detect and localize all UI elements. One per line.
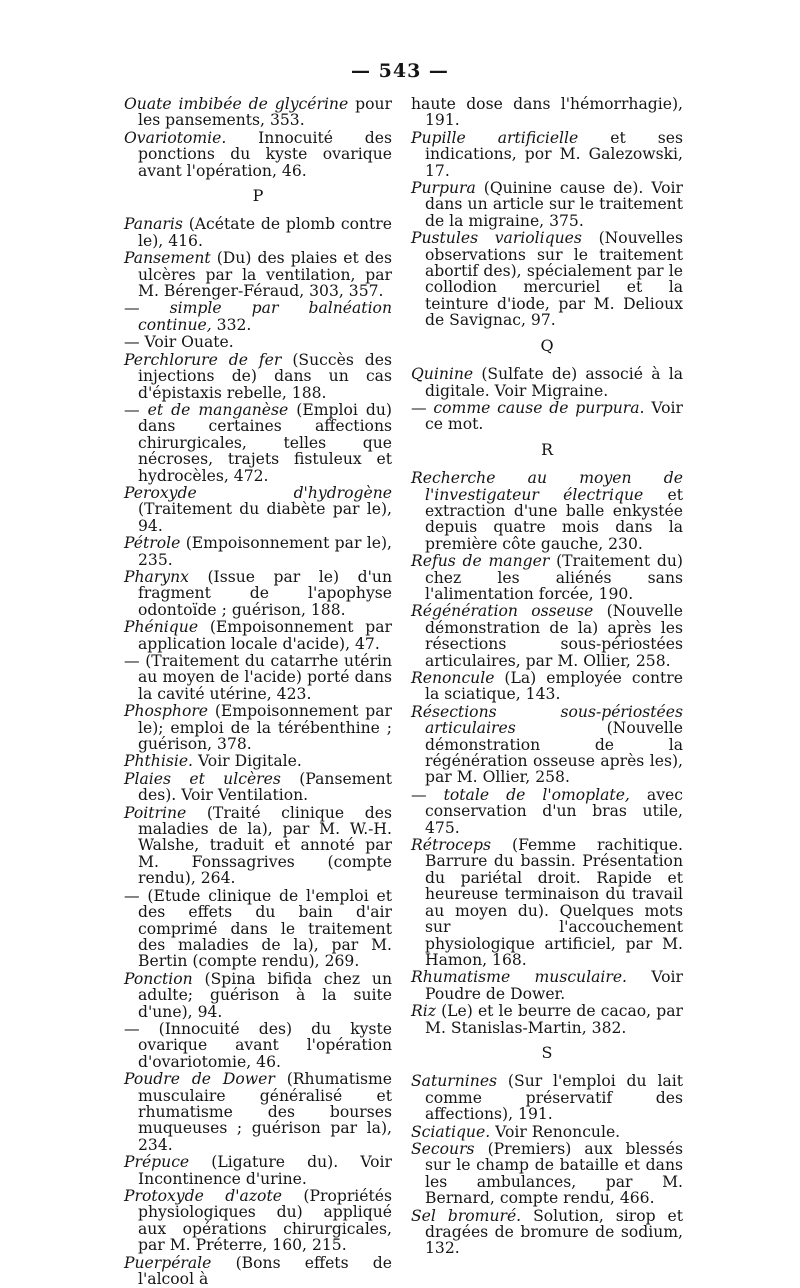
entry-heading: Refus de manger bbox=[411, 552, 550, 571]
index-entry bbox=[124, 300, 392, 333]
entry-heading: Recherche au moyen de l'investigateur électrique bbox=[411, 469, 683, 504]
index-entry bbox=[124, 888, 392, 970]
entry-text: (Ligature du). Voir Incontinence d'urine. bbox=[138, 1153, 392, 1188]
entry-text: (Du) des plaies et des ulcères par la ventilation, par M. Bérenger-Féraud, 303, 357. bbox=[138, 249, 392, 301]
entry-text: Solution, sirop et dragées de bromure de sodium, 132. bbox=[425, 1206, 683, 1258]
entry-text: (Empoisonnement par le); emploi de la térébenthine ; guérison, 378. bbox=[138, 702, 392, 754]
entry-text: (Pansement des). Voir Ventilation. bbox=[138, 769, 392, 805]
index-column-right bbox=[411, 96, 683, 1258]
entry-heading: Poudre de Dower bbox=[124, 1070, 275, 1089]
entry-heading: Puerpérale bbox=[124, 1253, 212, 1272]
index-entry bbox=[124, 485, 392, 534]
entry-text: haute dose dans l'hémorrhagie), 191. bbox=[411, 95, 683, 130]
entry-heading: Riz bbox=[411, 1002, 436, 1021]
entry-text: Voir Poudre de Dower. bbox=[425, 968, 683, 1003]
entry-text: — (Etude clinique de l'emploi et des effets du bain d'air comprimé dans le traitement des maladies de la), par M. Bertin (compte rendu), 269. bbox=[124, 886, 392, 971]
entry-text: (Empoisonnement par le), 235. bbox=[138, 534, 392, 569]
entry-heading: Prépuce bbox=[124, 1153, 190, 1172]
index-entry bbox=[411, 1141, 683, 1207]
entry-text: (Issue par le) d'un fragment de l'apophyse odontoïde ; guérison, 188. bbox=[138, 567, 392, 619]
entry-text: et ses indications, por M. Galezowski, 17. bbox=[425, 128, 683, 180]
index-entry bbox=[411, 603, 683, 669]
entry-text: (Quinine cause de). Voir dans un article sur le traitement de la migraine, 375. bbox=[425, 179, 683, 230]
entry-text: (Traitement du diabète par le), 94. bbox=[138, 500, 392, 535]
index-entry bbox=[411, 670, 683, 703]
entry-heading: Ovariotomie. bbox=[124, 128, 227, 147]
entry-text: — (Traitement du catarrhe utérin au moyen de l'acide) porté dans la cavité utérine, 423. bbox=[124, 652, 392, 703]
index-entry bbox=[411, 704, 683, 786]
entry-heading: Pétrole bbox=[124, 534, 181, 553]
section-letter: S bbox=[541, 1042, 553, 1062]
entry-text: (Emploi du) dans certaines affections chirurgicales, telles que nécroses, trajets fistuleux et hydrocèles, 472. bbox=[138, 400, 393, 485]
entry-heading: Rétroceps bbox=[411, 836, 492, 855]
entry-text: (Sur l'emploi du lait comme préservatif des affections), 191. bbox=[425, 1072, 683, 1124]
entry-heading: — comme cause de purpura. bbox=[411, 398, 645, 417]
entry-text: (Acétate de plomb contre le), 416. bbox=[138, 215, 392, 250]
entry-heading: Renoncule bbox=[411, 669, 495, 687]
entry-text: (Traitement du) chez les aliénés sans l'alimentation forcée, 190. bbox=[425, 552, 683, 603]
entry-heading: Poitrine bbox=[124, 803, 187, 822]
entry-heading: Sciatique. bbox=[411, 1122, 491, 1141]
index-entry bbox=[411, 470, 683, 552]
index-entry bbox=[124, 569, 392, 618]
entry-text: (Traité clinique des maladies de la), par M. W.-H. Walshe, traduit et annoté par M. Fonssagrives (compte rendu), 264. bbox=[138, 803, 392, 888]
entry-text: Innocuité des ponctions du kyste ovarique avant l'opération, 46. bbox=[138, 128, 392, 180]
entry-text: (Premiers) aux blessés sur le champ de bataille et dans les ambulances, par M. Bernard, compte rendu, 466. bbox=[425, 1139, 683, 1208]
index-entry bbox=[411, 1073, 683, 1122]
index-entry bbox=[411, 1124, 683, 1140]
entry-heading: Ouate imbibée de glycérine bbox=[124, 95, 349, 113]
entry-heading: — simple par balnéation continue, bbox=[124, 299, 392, 334]
entry-text: et extraction d'une balle enkystée depuis quatre mois dans la première côte gauche, 230. bbox=[425, 485, 684, 553]
entry-heading: Pupille artificielle bbox=[411, 128, 579, 147]
index-entry bbox=[124, 753, 392, 769]
index-entry bbox=[411, 1208, 683, 1257]
index-entry bbox=[124, 771, 392, 804]
index-entry bbox=[124, 96, 392, 129]
entry-text: (Nouvelle démonstration de la) après les résections sous-périostées articulaires, par M. Ollier, 258. bbox=[425, 602, 683, 670]
entry-heading: Phénique bbox=[124, 618, 199, 637]
entry-heading: Sel bromuré. bbox=[411, 1206, 522, 1225]
index-entry bbox=[411, 96, 683, 129]
index-entry bbox=[124, 1188, 392, 1254]
entry-text: (Le) et le beurre de cacao, par M. Stanislas-Martin, 382. bbox=[425, 1002, 683, 1037]
entry-heading: Pansement bbox=[124, 249, 211, 268]
entry-text: (Spina bifida chez un adulte; guérison à la suite d'une), 94. bbox=[138, 969, 392, 1021]
entry-heading: Saturnines bbox=[411, 1072, 498, 1091]
entry-text: (Sulfate de) associé à la digitale. Voir Migraine. bbox=[425, 365, 683, 400]
entry-heading: Purpura bbox=[411, 179, 476, 198]
entry-text: Voir Digitale. bbox=[193, 752, 302, 771]
entry-heading: Panaris bbox=[124, 215, 183, 234]
index-entry bbox=[411, 1003, 683, 1036]
index-entry bbox=[411, 130, 683, 179]
entry-text: (Succès des injections de) dans un cas d'épistaxis rebelle, 188. bbox=[138, 350, 392, 402]
entry-text: (Nouvelle démonstration de la régénération osseuse après les), par M. Ollier, 258. bbox=[425, 719, 683, 787]
entry-text: (Bons effets de l'alcool à bbox=[138, 1253, 392, 1288]
entry-text: (Nouvelles observations sur le traitement abortif des), spécialement par le collodion mercuriel et la teinture d'iode, par M. Delioux de Savignac, 97. bbox=[425, 229, 683, 330]
section-letter: R bbox=[540, 439, 554, 459]
entry-text: pour les pansements, 353. bbox=[138, 95, 393, 130]
index-entry bbox=[124, 653, 392, 702]
entry-text: Voir ce mot. bbox=[425, 398, 683, 434]
entry-heading: Protoxyde d'azote bbox=[124, 1187, 282, 1205]
index-entry bbox=[411, 787, 683, 836]
entry-text: 332. bbox=[211, 315, 252, 334]
entry-heading: Peroxyde d'hydrogène bbox=[124, 483, 392, 502]
index-entry bbox=[124, 619, 392, 652]
index-entry bbox=[411, 400, 683, 433]
index-entry bbox=[124, 1255, 392, 1288]
index-entry bbox=[124, 535, 392, 568]
entry-text: (Femme rachitique. Barrure du bassin. Présentation du pariétal droit. Rapide et heureuse terminaison du travail au moyen du). Quelques mots sur l'accouchement physiologique artificiel, par M. Hamon, 168. bbox=[425, 836, 683, 969]
entry-heading: Phosphore bbox=[124, 702, 209, 721]
index-entry bbox=[411, 366, 683, 399]
entry-heading: Pustules varioliques bbox=[411, 229, 582, 248]
section-letter: Q bbox=[540, 335, 554, 355]
index-entry bbox=[124, 216, 392, 249]
index-entry bbox=[124, 250, 392, 299]
index-entry bbox=[411, 553, 683, 602]
index-entry bbox=[124, 971, 392, 1020]
section-letter: P bbox=[252, 186, 264, 206]
index-entry bbox=[124, 130, 392, 179]
entry-heading: — et de manganèse bbox=[124, 400, 289, 419]
index-entry bbox=[124, 402, 392, 484]
entry-heading: Phthisie. bbox=[124, 752, 194, 771]
entry-text: — Voir Ouate. bbox=[124, 333, 234, 352]
entry-text: avec conservation d'un bras utile, 475. bbox=[425, 785, 683, 837]
index-entry bbox=[124, 703, 392, 752]
page-number: — 543 — bbox=[351, 60, 449, 82]
index-entry bbox=[411, 180, 683, 229]
entry-heading: Pharynx bbox=[124, 567, 189, 586]
index-entry bbox=[124, 1021, 392, 1070]
entry-heading: Régénération osseuse bbox=[411, 602, 594, 621]
index-entry bbox=[411, 969, 683, 1002]
entry-heading: Résections sous-périostées articulaires bbox=[411, 702, 683, 738]
entry-heading: Perchlorure de fer bbox=[124, 350, 282, 369]
index-entry bbox=[124, 805, 392, 887]
index-entry bbox=[124, 1154, 392, 1187]
index-entry bbox=[124, 334, 392, 350]
entry-heading: Ponction bbox=[124, 969, 193, 988]
entry-heading: Rhumatisme musculaire. bbox=[411, 968, 628, 987]
entry-heading: Quinine bbox=[411, 365, 474, 384]
entry-heading: — totale de l'omoplate, bbox=[411, 785, 630, 804]
index-entry bbox=[411, 230, 683, 328]
entry-text: (Rhumatisme musculaire généralisé et rhumatisme des bourses muqueuses ; guérison par la), 234. bbox=[138, 1070, 392, 1154]
index-entry bbox=[411, 837, 683, 968]
entry-text: — (Innocuité des) du kyste ovarique avant l'opération d'ovariotomie, 46. bbox=[124, 1019, 392, 1071]
index-column-left bbox=[124, 96, 392, 1288]
entry-text: Voir Renoncule. bbox=[490, 1122, 621, 1141]
entry-heading: Plaies et ulcères bbox=[124, 769, 281, 788]
entry-text: (Empoisonnement par application locale d'acide), 47. bbox=[138, 618, 392, 653]
entry-heading: Secours bbox=[411, 1139, 475, 1158]
index-entry bbox=[124, 352, 392, 401]
entry-text: (Propriétés physiologiques du) appliqué aux opérations chirurgicales, par M. Préterre, 160, 215. bbox=[138, 1187, 392, 1255]
index-entry bbox=[124, 1071, 392, 1153]
entry-text: (La) employée contre la sciatique, 143. bbox=[425, 669, 683, 704]
